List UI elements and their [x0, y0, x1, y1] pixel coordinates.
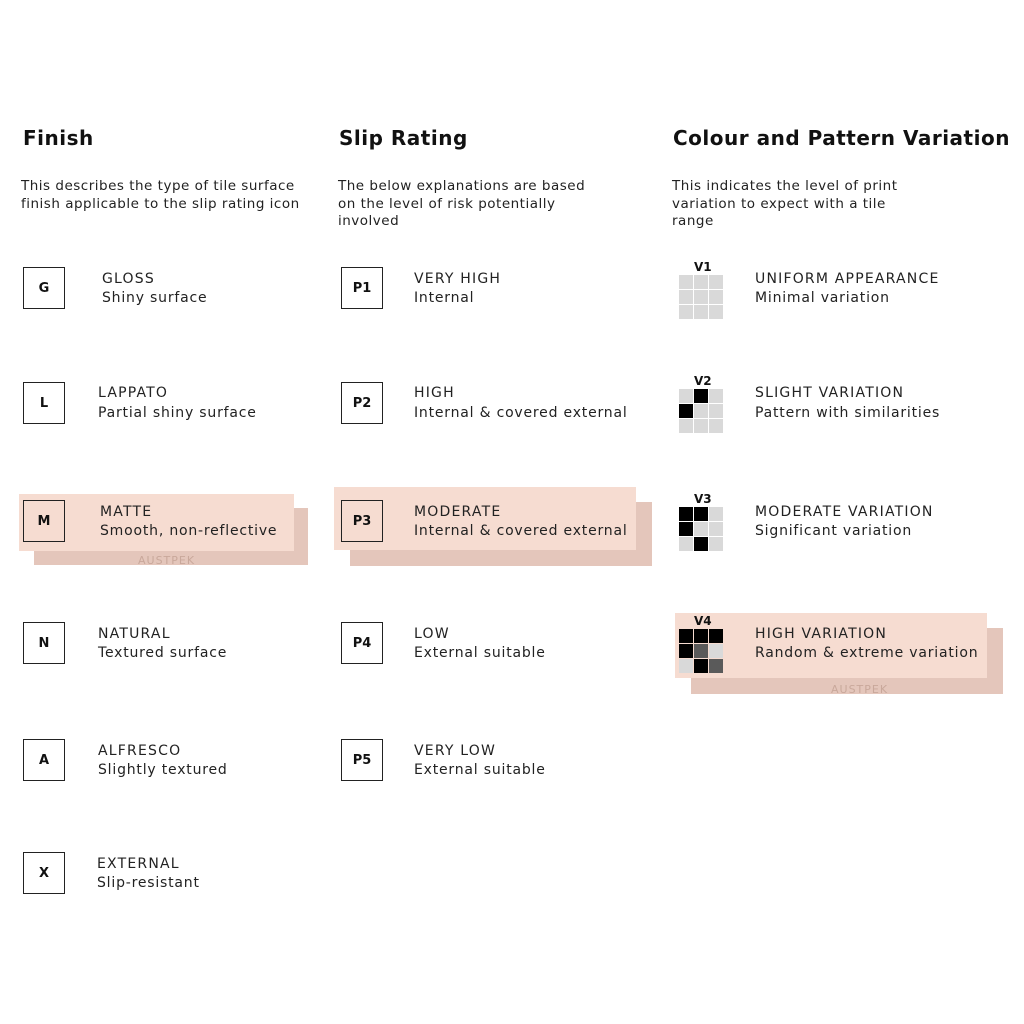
grid-cell: [694, 537, 708, 551]
finish-code-box: G: [23, 267, 65, 309]
slip-title: Slip Rating: [339, 126, 468, 150]
grid-cell: [679, 522, 693, 536]
grid-cell: [694, 275, 708, 289]
finish-description: This describes the type of tile surface finish applicable to the slip rating icon: [21, 178, 300, 212]
slip-label: HIGH: [414, 385, 455, 401]
grid-cell: [709, 290, 723, 304]
grid-cell: [679, 629, 693, 643]
finish-code-box: A: [23, 739, 65, 781]
grid-cell: [694, 419, 708, 433]
grid-cell: [679, 290, 693, 304]
grid-cell: [694, 507, 708, 521]
grid-cell: [709, 389, 723, 403]
variation-grid-icon: [679, 275, 723, 319]
variation-code: V2: [694, 374, 712, 388]
variation-code: V4: [694, 614, 712, 628]
grid-cell: [679, 419, 693, 433]
variation-label: SLIGHT VARIATION: [755, 385, 905, 401]
finish-sub: Smooth, non-reflective: [100, 523, 278, 539]
watermark: AUSTPEK: [831, 683, 889, 696]
finish-label: MATTE: [100, 504, 153, 520]
variation-grid-icon: [679, 507, 723, 551]
finish-sub: Shiny surface: [102, 290, 208, 306]
grid-cell: [709, 659, 723, 673]
grid-cell: [694, 290, 708, 304]
slip-label: VERY HIGH: [414, 271, 502, 287]
variation-description: This indicates the level of print variation to expect with a tile range: [672, 178, 898, 229]
variation-title: Colour and Pattern Variation: [673, 126, 1010, 150]
variation-sub: Pattern with similarities: [755, 405, 941, 421]
finish-title: Finish: [23, 126, 94, 150]
finish-label: LAPPATO: [98, 385, 169, 401]
grid-cell: [694, 305, 708, 319]
grid-cell: [679, 389, 693, 403]
finish-label: EXTERNAL: [97, 856, 180, 872]
grid-cell: [709, 644, 723, 658]
slip-label: VERY LOW: [414, 743, 497, 759]
variation-code: V1: [694, 260, 712, 274]
finish-sub: Partial shiny surface: [98, 405, 257, 421]
grid-cell: [709, 522, 723, 536]
slip-code-box: P1: [341, 267, 383, 309]
variation-grid-icon: [679, 629, 723, 673]
finish-label: GLOSS: [102, 271, 155, 287]
slip-code-box: P2: [341, 382, 383, 424]
grid-cell: [709, 305, 723, 319]
slip-sub: Internal & covered external: [414, 405, 628, 421]
variation-label: HIGH VARIATION: [755, 626, 888, 642]
watermark: AUSTPEK: [138, 554, 196, 567]
slip-code-box: P5: [341, 739, 383, 781]
grid-cell: [709, 419, 723, 433]
grid-cell: [709, 507, 723, 521]
finish-label: ALFRESCO: [98, 743, 182, 759]
variation-grid-icon: [679, 389, 723, 433]
grid-cell: [679, 644, 693, 658]
finish-sub: Textured surface: [98, 645, 228, 661]
grid-cell: [679, 275, 693, 289]
slip-code-box: P3: [341, 500, 383, 542]
grid-cell: [679, 404, 693, 418]
slip-sub: Internal: [414, 290, 475, 306]
finish-code-box: X: [23, 852, 65, 894]
slip-label: LOW: [414, 626, 450, 642]
grid-cell: [709, 275, 723, 289]
slip-description: The below explanations are based on the level of risk potentially involved: [338, 178, 586, 229]
variation-sub: Random & extreme variation: [755, 645, 979, 661]
slip-sub: Internal & covered external: [414, 523, 628, 539]
grid-cell: [694, 522, 708, 536]
finish-code-box: N: [23, 622, 65, 664]
grid-cell: [694, 659, 708, 673]
grid-cell: [694, 389, 708, 403]
grid-cell: [679, 659, 693, 673]
variation-label: UNIFORM APPEARANCE: [755, 271, 940, 287]
grid-cell: [709, 629, 723, 643]
variation-label: MODERATE VARIATION: [755, 504, 934, 520]
grid-cell: [709, 404, 723, 418]
slip-label: MODERATE: [414, 504, 502, 520]
grid-cell: [679, 537, 693, 551]
finish-sub: Slip-resistant: [97, 875, 200, 891]
slip-sub: External suitable: [414, 645, 546, 661]
slip-sub: External suitable: [414, 762, 546, 778]
finish-label: NATURAL: [98, 626, 171, 642]
grid-cell: [694, 629, 708, 643]
finish-code-box: M: [23, 500, 65, 542]
grid-cell: [694, 644, 708, 658]
finish-code-box: L: [23, 382, 65, 424]
grid-cell: [709, 537, 723, 551]
slip-code-box: P4: [341, 622, 383, 664]
grid-cell: [679, 507, 693, 521]
grid-cell: [679, 305, 693, 319]
variation-sub: Significant variation: [755, 523, 913, 539]
variation-code: V3: [694, 492, 712, 506]
finish-sub: Slightly textured: [98, 762, 228, 778]
variation-sub: Minimal variation: [755, 290, 890, 306]
grid-cell: [694, 404, 708, 418]
